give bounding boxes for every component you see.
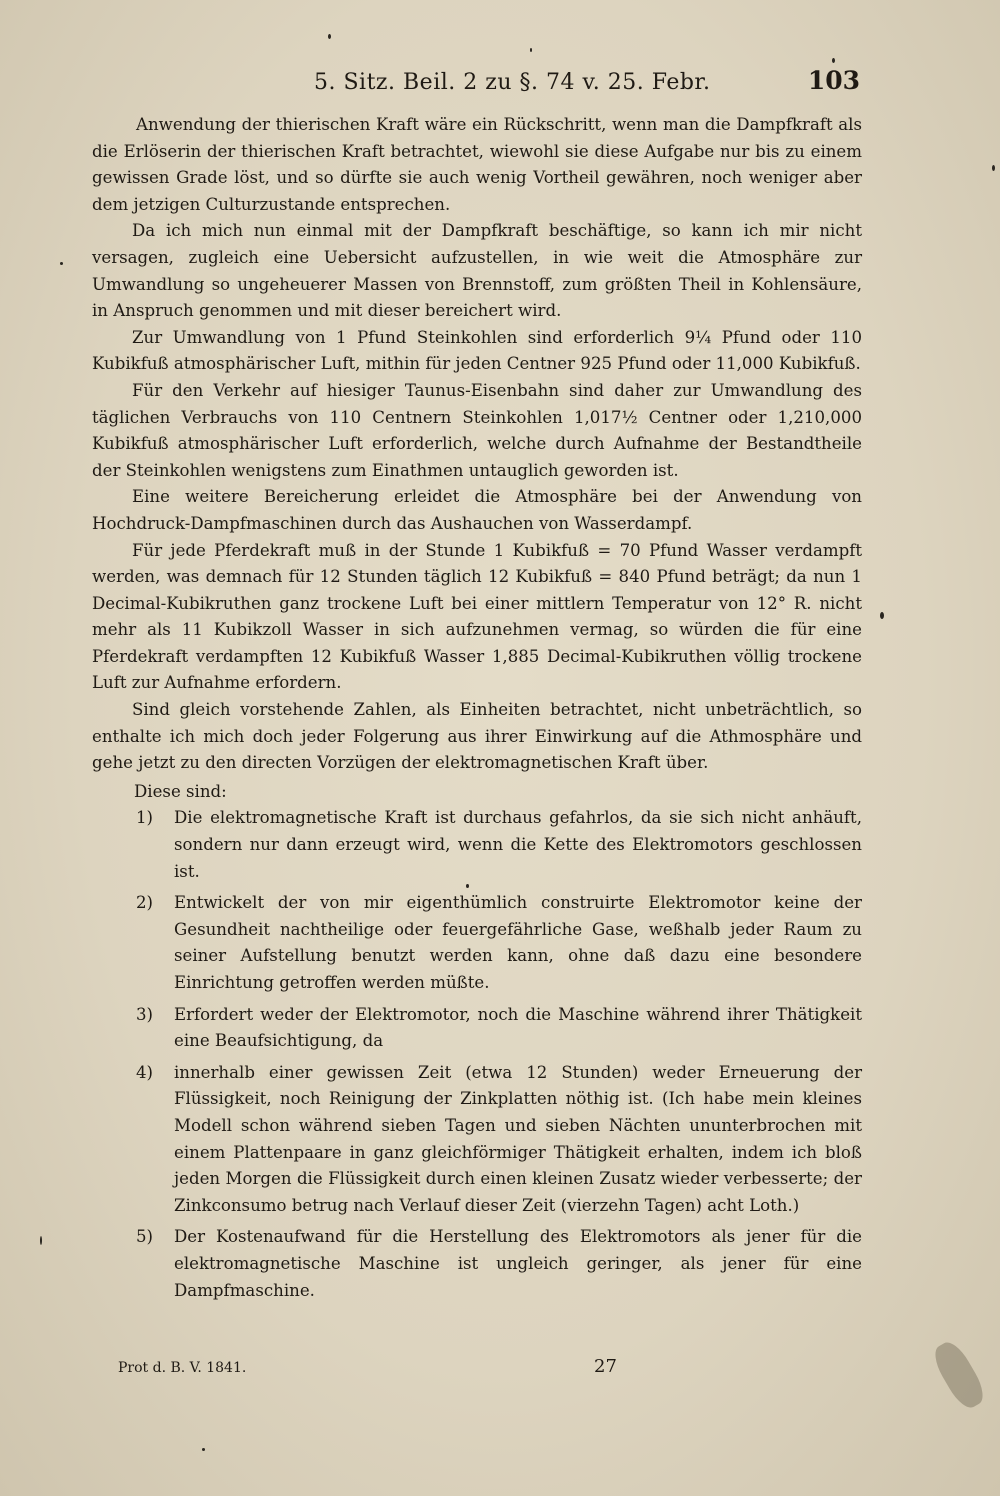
body-text [92, 112, 862, 1309]
ink-speck [992, 165, 995, 171]
ink-speck [202, 1448, 205, 1451]
list-item [92, 1002, 862, 1055]
sheet-signature: 27 [594, 1356, 617, 1377]
paragraph: Eine weitere Bereicherung erleidet die Atmosphäre bei der Anwendung von Hochdruck-Dampfmaschinen durch das Aushauchen von Wasserdampf. [92, 487, 862, 533]
advantages-list [92, 805, 862, 1304]
ink-speck [60, 262, 63, 265]
list-item [92, 890, 862, 996]
list-item-number: 1) [136, 808, 154, 828]
running-title: 5. Sitz. Beil. 2 zu §. 74 v. 25. Febr. [314, 70, 711, 95]
footer-signature: Prot d. B. V. 1841. [118, 1360, 247, 1376]
paragraph: Für den Verkehr auf hiesiger Taunus-Eisenbahn sind daher zur Umwandlung des täglichen Verbrauchs von 110 Centnern Steinkohlen 1,017½ Centner oder 1,210,000 Kubikfuß atmosphärischer Luft erforderlich, welche durch Aufnahme der Bestandtheile der Steinkohlen wenigstens zum Einathmen untauglich geworden ist. [92, 380, 862, 480]
list-item-text: Die elektromagnetische Kraft ist durchaus gefahrlos, da sie sich nicht anhäuft, sondern nur dann erzeugt wird, wenn die Kette des Elektromotors geschlossen ist. [174, 808, 862, 881]
page-footer [118, 1356, 678, 1386]
paragraph: Anwendung der thierischen Kraft wäre ein Rückschritt, wenn man die Dampfkraft als die Erlöserin der thierischen Kraft betrachtet, wiewohl sie diese Aufgabe nur bis zu einem gewissen Grade löst, und so dürfte sie auch wenig Vortheil gewähren, noch weniger aber dem jetzigen Culturzustande entsprechen. [92, 115, 862, 214]
scan-smudge [929, 1337, 990, 1413]
ink-speck [466, 884, 469, 888]
list-item-text: innerhalb einer gewissen Zeit (etwa 12 Stunden) weder Erneuerung der Flüssigkeit, noch Reinigung der Zinkplatten nöthig ist. (Ich habe mein kleines Modell schon während sieben Tagen und sieben Nächten ununterbrochen mit einem Plattenpaare in ganz gleichförmiger Thätigkeit erhalten, indem ich bloß jeden Morgen die Flüssigkeit durch einen kleinen Zusatz wieder verbesserte; der Zinkconsumo betrug nach Verlauf dieser Zeit (vierzehn Tagen) acht Loth.) [174, 1062, 862, 1215]
list-item-text: Der Kostenaufwand für die Herstellung des Elektromotors als jener für die elektromagnetische Maschine ist ungleich geringer, als jener für eine Dampfmaschine. [174, 1227, 862, 1300]
list-item-number: 3) [136, 1004, 154, 1024]
paragraph: Sind gleich vorstehende Zahlen, als Einheiten betrachtet, nicht unbeträchtlich, so enthalte ich mich doch jeder Folgerung aus ihrer Einwirkung auf die Athmosphäre und gehe jetzt zu den directen Vorzügen der elektromagnetischen Kraft über. [92, 700, 862, 773]
paragraph: Zur Umwandlung von 1 Pfund Steinkohlen sind erforderlich 9¼ Pfund oder 110 Kubikfuß atmosphärischer Luft, mithin für jeden Centner 925 Pfund oder 11,000 Kubikfuß. [92, 327, 862, 374]
list-item-number: 4) [136, 1062, 154, 1082]
list-item [92, 805, 862, 885]
list-item [92, 1224, 862, 1304]
list-item-number: 2) [136, 893, 154, 913]
list-item-text: Erfordert weder der Elektromotor, noch die Maschine während ihrer Thätigkeit eine Beaufsichtigung, da [174, 1004, 862, 1051]
page-number: 103 [807, 66, 860, 95]
list-item [92, 1060, 862, 1220]
ink-speck [832, 58, 835, 63]
list-item-text: Entwickelt der von mir eigenthümlich construirte Elektromotor keine der Gesundheit nachtheilige oder feuergefährliche Gase, weßhalb jeder Raum zu seiner Aufstellung benutzt werden kann, ohne daß dazu eine besondere Einrichtung getroffen werden müßte. [174, 893, 862, 992]
list-intro: Diese sind: [134, 781, 227, 801]
ink-speck [880, 612, 884, 619]
paragraph: Da ich mich nun einmal mit der Dampfkraft beschäftige, so kann ich mir nicht versagen, zugleich eine Uebersicht aufzustellen, in wie weit die Atmosphäre zur Umwandlung so ungeheuerer Massen von Brennstoff, zum größten Theil in Kohlensäure, in Anspruch genommen und mit dieser bereichert wird. [92, 221, 862, 321]
list-item-number: 5) [136, 1227, 154, 1247]
ink-speck [40, 1236, 42, 1245]
paragraph: Für jede Pferdekraft muß in der Stunde 1 Kubikfuß = 70 Pfund Wasser verdampft werden, was demnach für 12 Stunden täglich 12 Kubikfuß = 840 Pfund beträgt; da nun 1 Decimal-Kubikruthen ganz trockene Luft bei einer mittlern Temperatur von 12° R. nicht mehr als 11 Kubikzoll Wasser in sich aufzunehmen vermag, so würden die für eine Pferdekraft verdampften 12 Kubikfuß Wasser 1,885 Decimal-Kubikruthen völlig trockene Luft zur Aufnahme erfordern. [92, 540, 862, 693]
ink-speck [328, 34, 331, 39]
ink-speck [530, 48, 532, 52]
running-head [300, 66, 860, 100]
